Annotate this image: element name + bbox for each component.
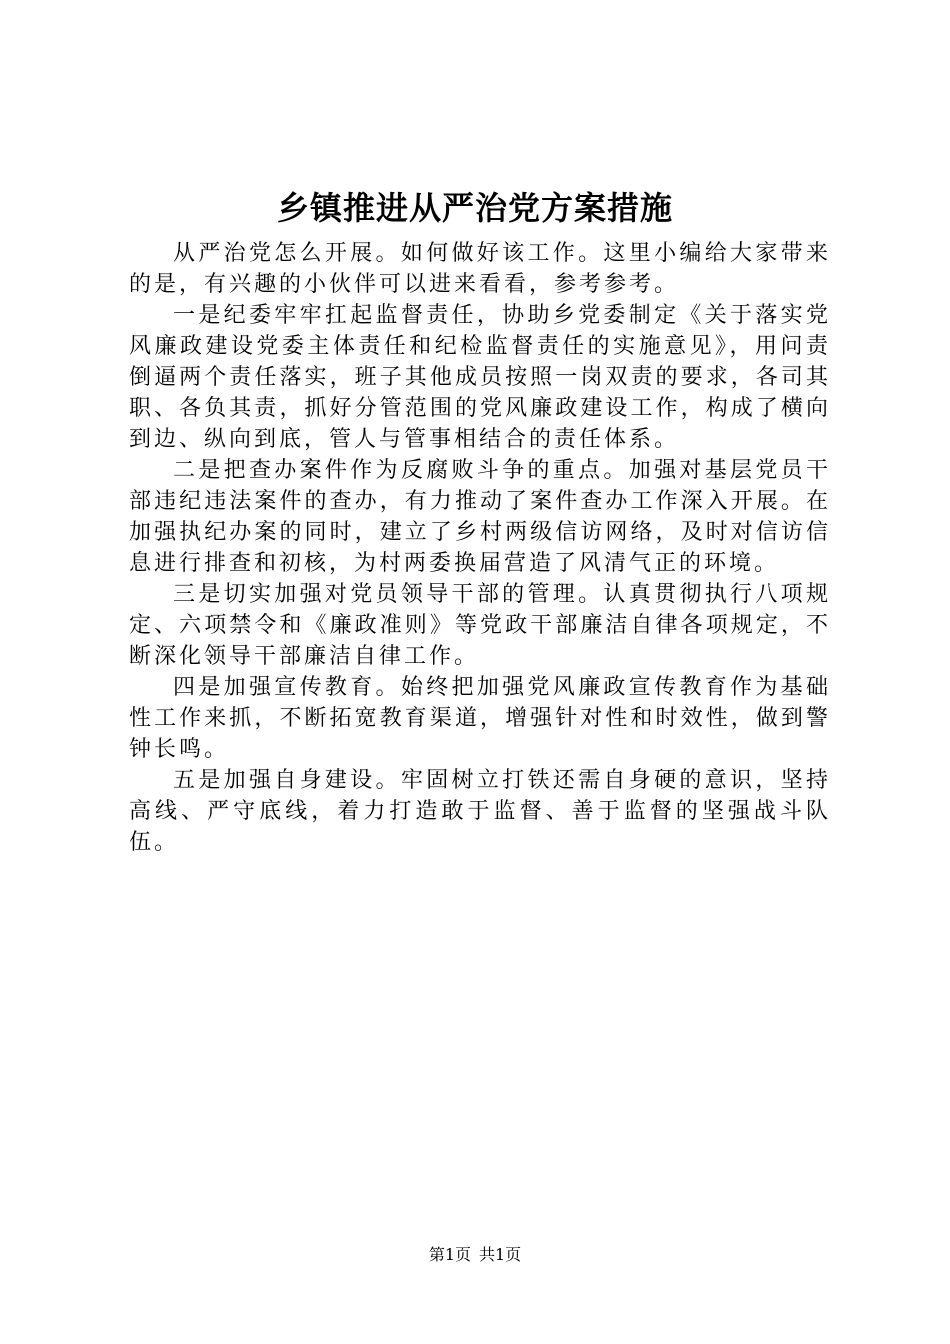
paragraph-point-5: 五是加强自身建设。牢固树立打铁还需自身硬的意识，坚持高线、严守底线，着力打造敢于监督、善于监督的坚强战斗队伍。 (129, 768, 831, 855)
page-total: 共1页 (479, 1245, 522, 1264)
page-number: 第1页 (428, 1245, 471, 1264)
paragraph-point-2: 二是把查办案件作为反腐败斗争的重点。加强对基层党员干部违纪违法案件的查办，有力推动了案件查办工作深入开展。在加强执纪办案的同时，建立了乡村两级信访网络，及时对信访信息进行排查和初核，为村两委换届营造了风清气正的环境。 (129, 458, 831, 576)
document-title: 乡镇推进从严治党方案措施 (276, 189, 673, 227)
paragraph-point-4: 四是加强宣传教育。始终把加强党风廉政宣传教育作为基础性工作来抓，不断拓宽教育渠道，增强针对性和时效性，做到警钟长鸣。 (129, 675, 831, 762)
paragraph-point-3: 三是切实加强对党员领导干部的管理。认真贯彻执行八项规定、六项禁令和《廉政准则》等党政干部廉洁自律各项规定，不断深化领导干部廉洁自律工作。 (129, 582, 831, 669)
paragraph-intro: 从严治党怎么开展。如何做好该工作。这里小编给大家带来的是，有兴趣的小伙伴可以进来看看，参考参考。 (129, 241, 831, 297)
document-body (129, 238, 831, 858)
paragraph-point-1: 一是纪委牢牢扛起监督责任，协助乡党委制定《关于落实党风廉政建设党委主体责任和纪检监督责任的实施意见》，用问责倒逼两个责任落实，班子其他成员按照一岗双责的要求，各司其职、各负其责，抓好分管范围的党风廉政建设工作，构成了横向到边、纵向到底，管人与管事相结合的责任体系。 (129, 303, 831, 452)
page-footer (0, 1244, 950, 1266)
